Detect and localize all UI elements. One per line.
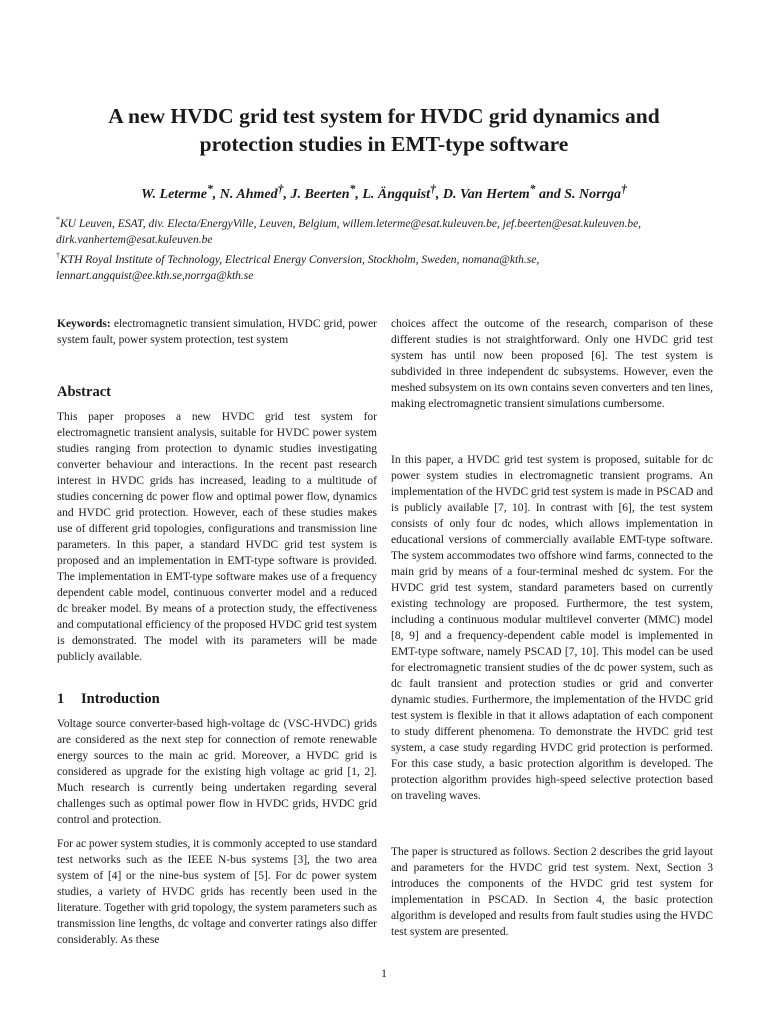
- page-number: 1: [381, 966, 387, 980]
- right-paragraph-3: The paper is structured as follows. Section 2 describes the grid layout and parameters for the HVDC grid test system. Next, Section 3 introduces the components of the HVDC grid test system for implementation in PSCAD. In Section 4, the basic protection algorithm is developed and results from fault studies using the HVDC test system are presented.: [391, 846, 713, 938]
- author: N. Ahmed†,: [219, 182, 291, 202]
- affiliation-text: KTH Royal Institute of Technology, Electrical Energy Conversion, Stockholm, Sweden, nomana@kth.se, lennart.angquist@ee.kth.se,norrga@kth.se: [56, 253, 540, 282]
- author-list: [60, 180, 708, 204]
- affiliation-mark: †: [56, 250, 60, 260]
- keywords: [57, 316, 377, 348]
- keywords-label: Keywords:: [57, 318, 111, 330]
- abstract-heading: Abstract: [57, 384, 111, 400]
- abstract-text: This paper proposes a new HVDC grid test system for electromagnetic transient analysis, suitable for HVDC power system studies ranging from protection to dynamic studies investigating converter behaviour and interactions. In the recent past research interest in HVDC grids has increased, leading to a multitude of studies concerning dc power flow and optimal power flow, dynamics and HVDC grid protection. However, each of these studies makes use of different grid topologies, configurations and transmission line parameters. In this paper, a standard HVDC grid test system is proposed and an implementation in EMT-type software is provided. The implementation in EMT-type software makes use of a frequency dependent cable model, continuous converter model and a reduced dc breaker model. By means of a protection study, the effectiveness and computational efficiency of the proposed HVDC grid test system is demonstrated. The model with its parameters will be made publicly available.: [57, 411, 377, 663]
- right-paragraph-1: choices affect the outcome of the research, comparison of these different studies is not straightforward. Only one HVDC grid test system has until now been proposed [6]. The test system is subdivided in three independent dc subsystems. However, even the meshed subsystem on its own contains seven converters and ten lines, making electromagnetic transient simulations cumbersome.: [391, 318, 713, 410]
- section-number: 1: [57, 691, 65, 707]
- paper-title: [60, 102, 708, 158]
- affiliation-text: KU Leuven, ESAT, div. Electa/EnergyVille, Leuven, Belgium, willem.leterme@esat.kuleuven.be, jef.beerten@esat.kuleuven.be, dirk.vanhertem@esat.kuleuven.be: [56, 217, 642, 246]
- introduction-heading: [57, 690, 377, 708]
- author: S. Norrga†: [564, 182, 627, 202]
- intro-paragraph-1: Voltage source converter-based high-voltage dc (VSC-HVDC) grids are considered as the next step for connection of remote renewable energy sources to the main ac grid. Moreover, a HVDC grid is considered as upgrade for the existing high voltage ac grid [1, 2]. Much research is currently being undertaken regarding several challenges such as optimal power flow in HVDC grids, HVDC grid control and protection.: [57, 718, 377, 826]
- author: D. Van Hertem* and: [442, 182, 565, 202]
- intro-paragraph-2: For ac power system studies, it is commonly accepted to use standard test networks such as the IEEE N-bus systems [3], the two area system of [4] or the nine-bus system of [5]. For dc power system studies, a variety of HVDC grids has recently been used in the literature. Together with grid topology, the system parameters such as transmission line lengths, dc voltage and converter ratings also differ considerably. As these: [57, 838, 378, 946]
- affiliations: [56, 212, 716, 284]
- keywords-text: electromagnetic transient simulation, HVDC grid, power system fault, power system protection, test system: [57, 318, 378, 346]
- title-line-1: A new HVDC grid test system for HVDC grid dynamics and: [108, 104, 660, 128]
- section-title: Introduction: [81, 691, 160, 707]
- left-column: [57, 316, 377, 948]
- author: W. Leterme*,: [141, 182, 220, 202]
- affiliation-mark: *: [56, 215, 60, 224]
- right-paragraph-2: In this paper, a HVDC grid test system is proposed, suitable for dc power system studies in electromagnetic transient programs. An implementation of the HVDC grid test system is made in PSCAD and is publicly available [7, 10]. In contrast with [6], the test system consists of only four dc nodes, which allows implementation in educational versions of commercially available EMT-type software. The system accommodates two offshore wind farms, connected to the main grid by means of a four-terminal meshed dc system. For the HVDC grid test system, standard parameters based on currently existing technology are proposed. Furthermore, the test system, including a continuous modular multilevel converter (MMC) model [8, 9] and a frequency-dependent cable model is implemented in EMT-type software, namely PSCAD [7, 10]. This model can be used for electromagnetic transient studies of the dc power system, such as dc fault transient and protection studies or grid and converter dynamic studies. Furthermore, the implementation of the HVDC grid test system is flexible in that it allows adaptation of each component to study different phenomena. To demonstrate the HVDC grid test system, a case study regarding HVDC grid protection is performed. For this case study, a basic protection algorithm is developed. The protection algorithm provides high-speed selective protection based on traveling waves.: [391, 454, 713, 802]
- title-line-2: protection studies in EMT-type software: [199, 132, 569, 156]
- author: L. Ängquist†,: [362, 182, 443, 202]
- right-column: [391, 316, 713, 940]
- author: J. Beerten*,: [290, 182, 363, 202]
- affiliation-kth: [56, 248, 716, 284]
- affiliation-ku-leuven: [56, 212, 716, 248]
